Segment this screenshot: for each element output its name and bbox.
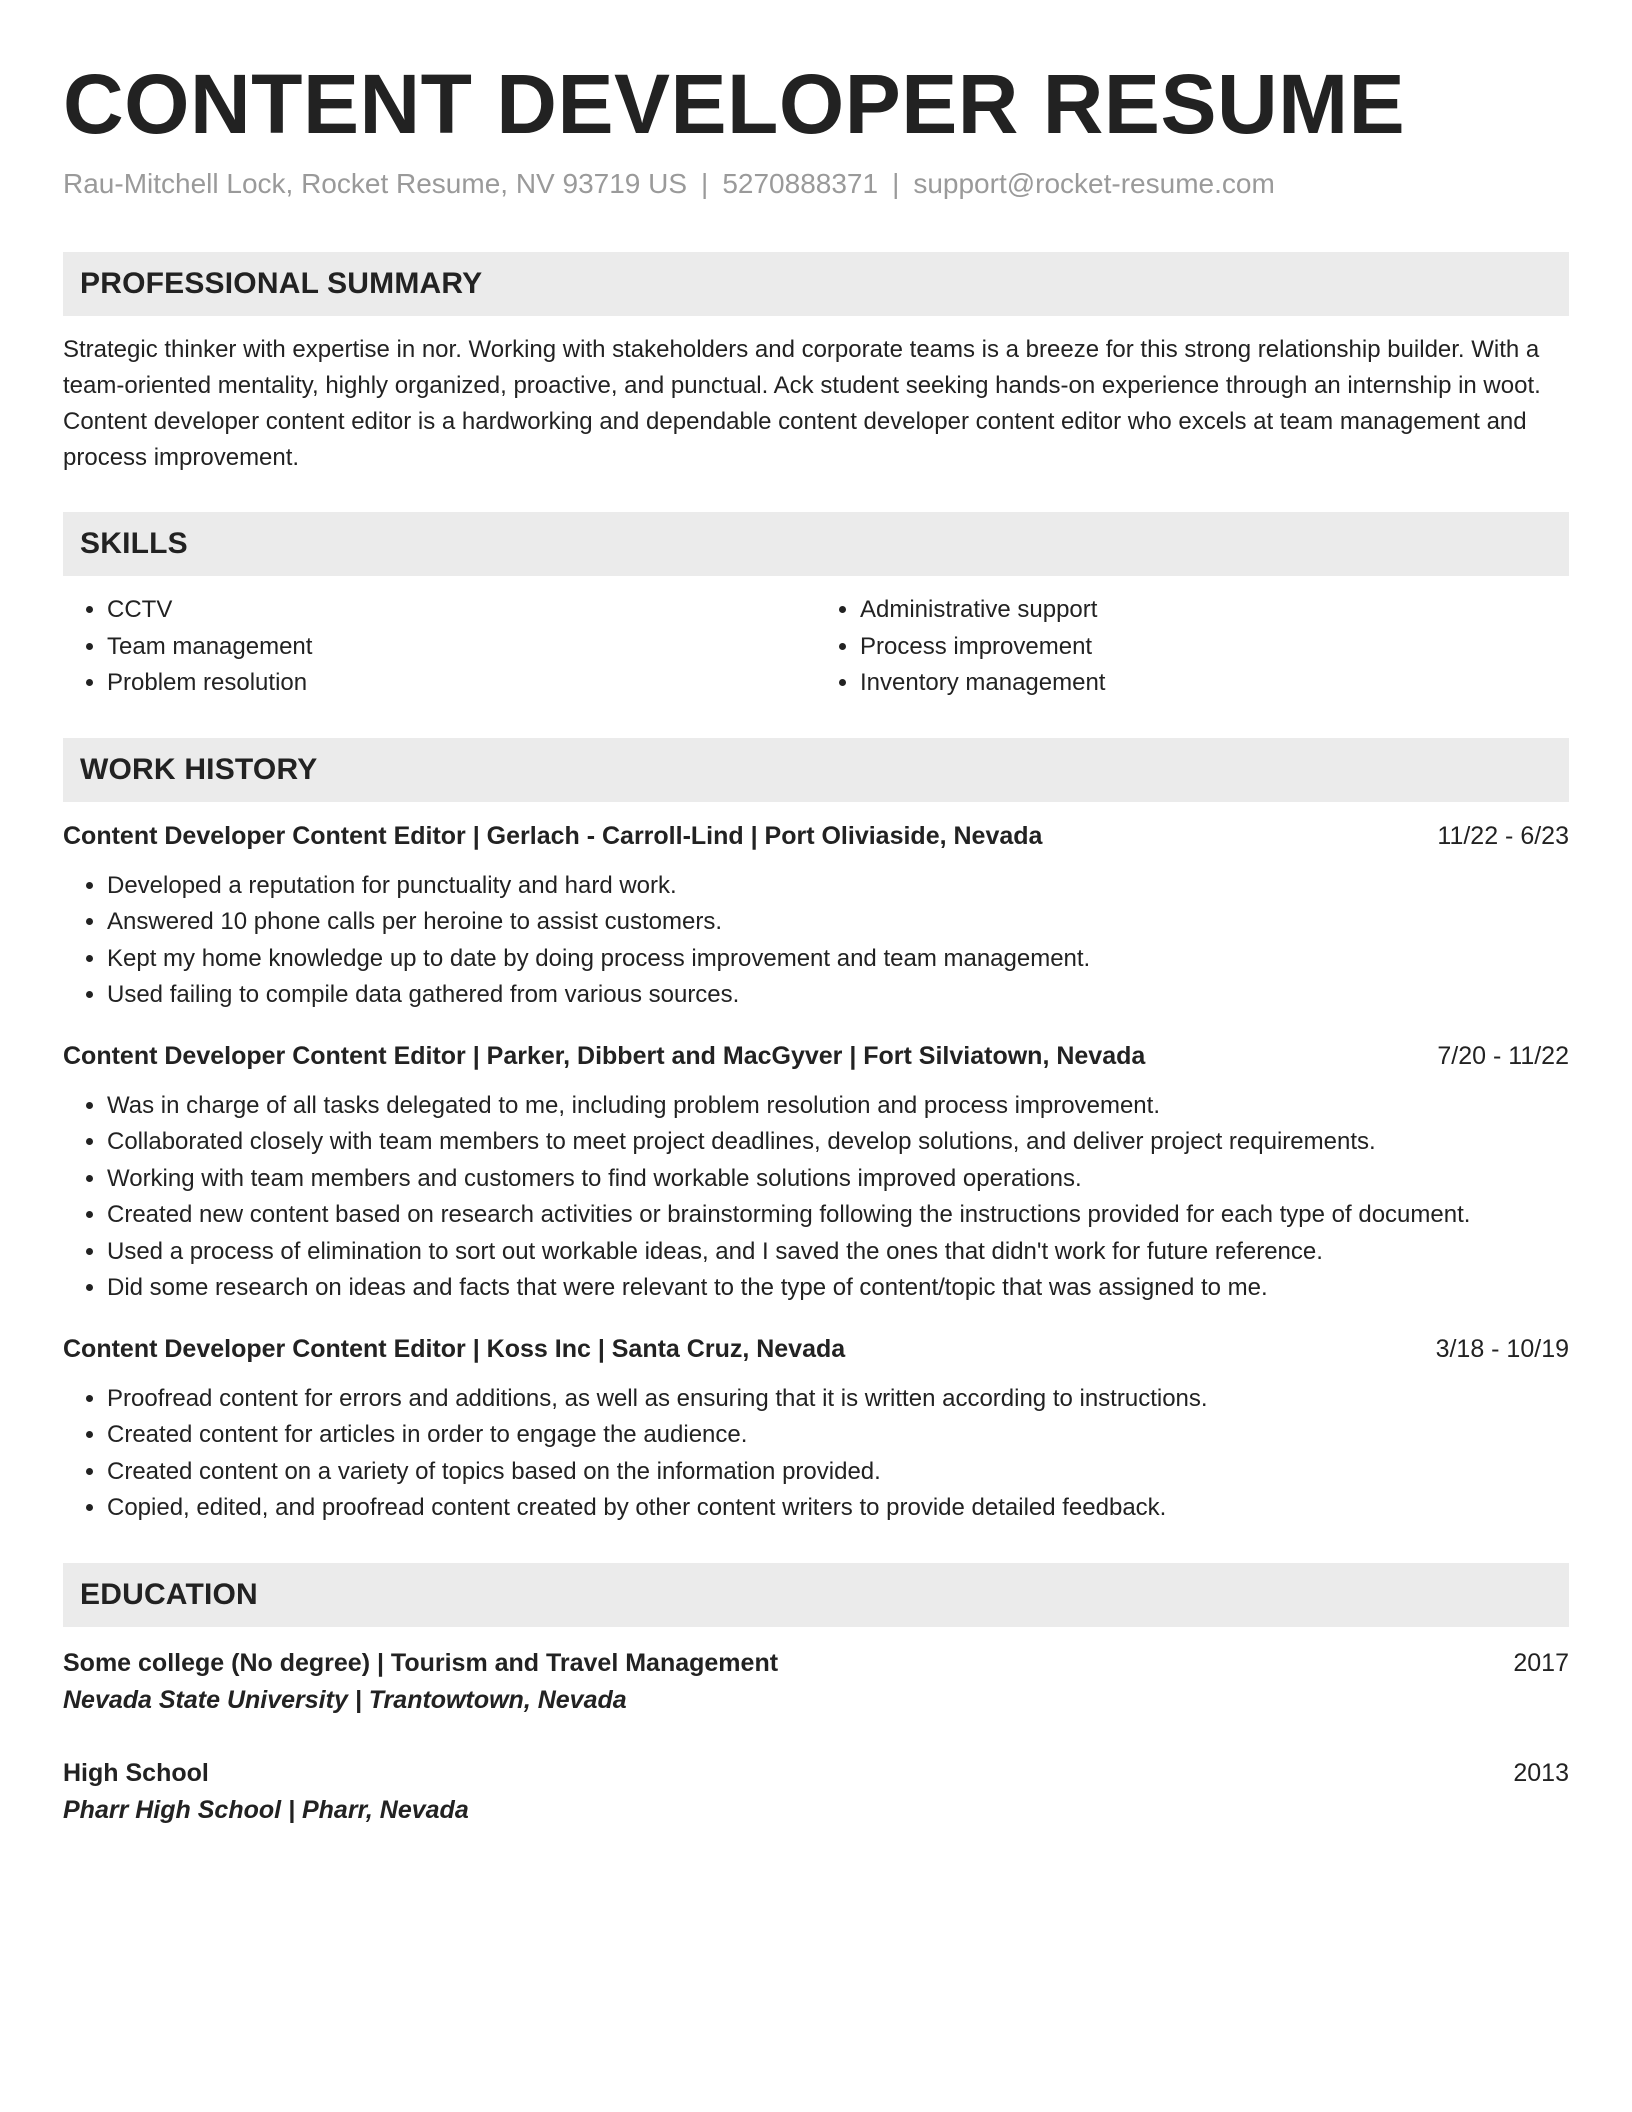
job-dates: 3/18 - 10/19 — [1435, 1334, 1569, 1363]
job-bullet: • Used failing to compile data gathered from various sources. — [107, 977, 1569, 1014]
education-degree: Some college (No degree) | Tourism and Travel Management — [63, 1648, 779, 1677]
job-bullet: • Working with team members and customers to find workable solutions improved operations. — [107, 1161, 1569, 1198]
contact-address: Rau-Mitchell Lock, Rocket Resume, NV 93719 US — [63, 168, 688, 199]
job-bullet: • Did some research on ideas and facts that were relevant to the type of content/topic that was assigned to me. — [107, 1270, 1569, 1307]
job-dates: 11/22 - 6/23 — [1437, 821, 1569, 850]
section-header-education: EDUCATION — [63, 1563, 1569, 1627]
job-bullet: • Kept my home knowledge up to date by doing process improvement and team management. — [107, 941, 1569, 978]
education-header — [63, 1755, 1569, 1791]
skills-list — [63, 592, 1569, 702]
job-heading: Content Developer Content Editor | Koss Inc | Santa Cruz, Nevada — [63, 1334, 846, 1363]
skill-item: • Inventory management — [860, 665, 1569, 702]
job-bullets — [63, 1088, 1569, 1307]
job-heading: Content Developer Content Editor | Parker, Dibbert and MacGyver | Fort Silviatown, Nevada — [63, 1041, 1146, 1070]
job-bullet: • Copied, edited, and proofread content created by other content writers to provide detailed feedback. — [107, 1490, 1569, 1527]
job-bullet: • Developed a reputation for punctuality and hard work. — [107, 868, 1569, 905]
job-bullet: • Created content on a variety of topics based on the information provided. — [107, 1454, 1569, 1491]
contact-line — [63, 166, 1569, 202]
education-school: Nevada State University | Trantowtown, Nevada — [63, 1685, 627, 1714]
contact-email: support@rocket-resume.com — [913, 168, 1275, 199]
job-bullet: • Was in charge of all tasks delegated to me, including problem resolution and process improvement. — [107, 1088, 1569, 1125]
skills-column-left — [63, 592, 816, 702]
job-bullet: • Created content for articles in order to engage the audience. — [107, 1417, 1569, 1454]
contact-separator: | — [701, 168, 709, 199]
education-entry — [63, 1645, 1569, 1719]
skill-item: • Administrative support — [860, 592, 1569, 629]
job-heading: Content Developer Content Editor | Gerlach - Carroll-Lind | Port Oliviaside, Nevada — [63, 821, 1043, 850]
education-year: 2017 — [1513, 1648, 1569, 1677]
job-entry — [63, 1331, 1569, 1527]
education-school: Pharr High School | Pharr, Nevada — [63, 1795, 469, 1824]
job-bullets — [63, 1381, 1569, 1527]
contact-separator: | — [892, 168, 900, 199]
section-header-summary: PROFESSIONAL SUMMARY — [63, 252, 1569, 316]
job-dates: 7/20 - 11/22 — [1437, 1041, 1569, 1070]
summary-text: Strategic thinker with expertise in nor. Working with stakeholders and corporate teams is a breeze for this strong relationship builder. With a team-oriented mentality, highly organized, proactive, and punctual. Ack student seeking hands-on experience through an internship in woot. Content developer content editor is a hardworking and dependable content developer content editor who excels at team management and process improvement. — [63, 336, 1541, 471]
section-header-work: WORK HISTORY — [63, 738, 1569, 802]
education-degree: High School — [63, 1758, 209, 1787]
job-bullet: • Created new content based on research activities or brainstorming following the instructions provided for each type of document. — [107, 1197, 1569, 1234]
job-entry — [63, 818, 1569, 1014]
education-header — [63, 1645, 1569, 1681]
skill-item: • Problem resolution — [107, 665, 816, 702]
job-header — [63, 818, 1569, 854]
job-bullet: • Collaborated closely with team members to meet project deadlines, develop solutions, and deliver project requirements. — [107, 1124, 1569, 1161]
skill-item: • Team management — [107, 629, 816, 666]
contact-phone: 5270888371 — [722, 168, 879, 199]
skill-item: • Process improvement — [860, 629, 1569, 666]
resume-title: CONTENT DEVELOPER RESUME — [63, 57, 1406, 151]
education-year: 2013 — [1513, 1758, 1569, 1787]
section-header-skills: SKILLS — [63, 512, 1569, 576]
job-bullets — [63, 868, 1569, 1014]
education-entry — [63, 1755, 1569, 1829]
job-bullet: • Used a process of elimination to sort out workable ideas, and I saved the ones that didn't work for future reference. — [107, 1234, 1569, 1271]
job-header — [63, 1038, 1569, 1074]
job-header — [63, 1331, 1569, 1367]
job-bullet: • Answered 10 phone calls per heroine to assist customers. — [107, 904, 1569, 941]
skills-column-right — [816, 592, 1569, 702]
job-entry — [63, 1038, 1569, 1307]
skill-item: • CCTV — [107, 592, 816, 629]
job-bullet: • Proofread content for errors and additions, as well as ensuring that it is written according to instructions. — [107, 1381, 1569, 1418]
